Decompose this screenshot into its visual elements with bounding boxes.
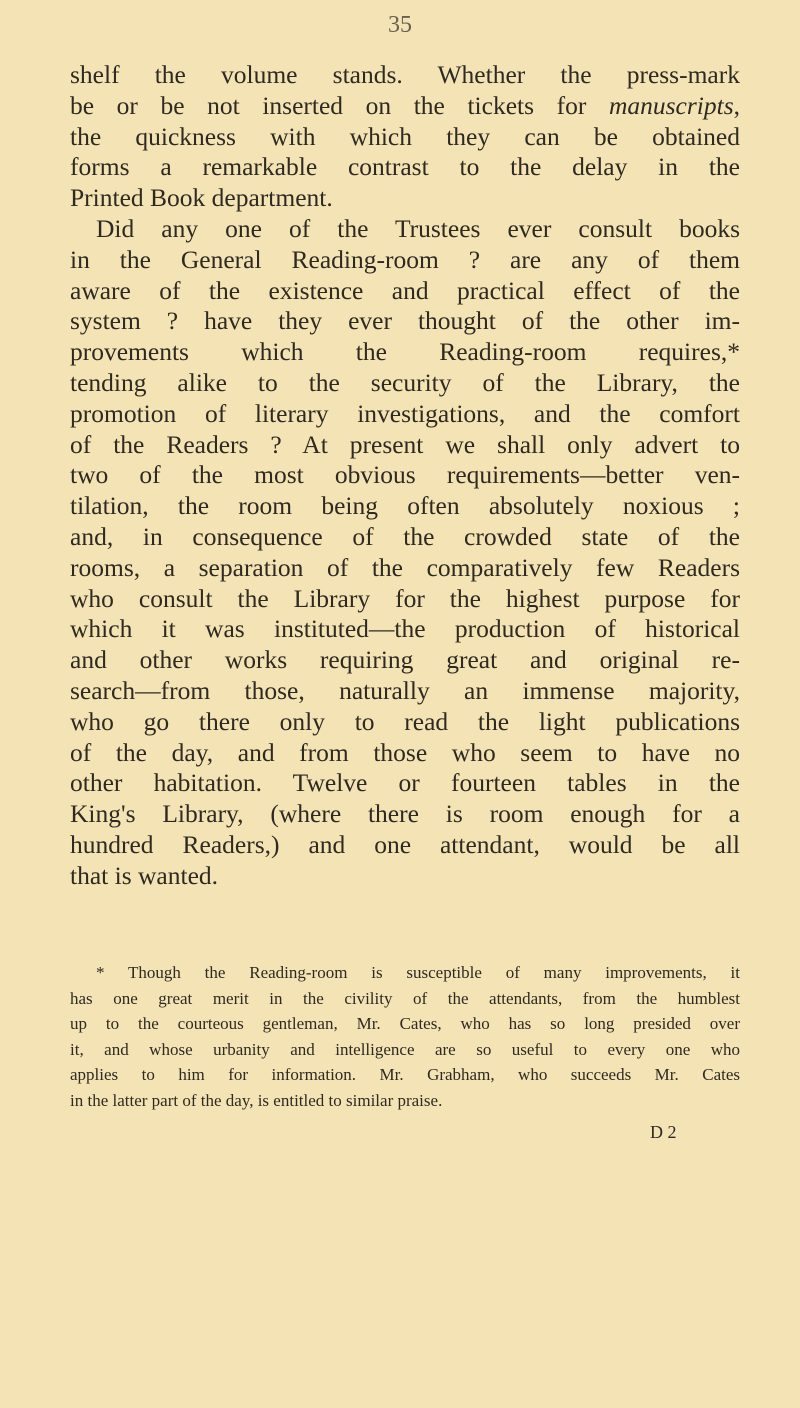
text-line: who consult the Library for the highest purpose for [70, 583, 740, 613]
footnote-line: applies to him for information. Mr. Grabham, who succeeds Mr. Cates [70, 1065, 740, 1085]
text-line: provements which the Reading-room requires,* [70, 337, 740, 367]
text-line: and other works requiring great and original re- [70, 645, 740, 675]
text-line: system ? have they ever thought of the other im- [70, 306, 740, 336]
signature-mark: D 2 [650, 1122, 677, 1142]
page-number: 35 [388, 12, 412, 38]
text-line: hundred Readers,) and one attendant, would be all [70, 829, 740, 859]
footnote [70, 960, 740, 1114]
footnote-line: it, and whose urbanity and intelligence are so useful to every one who [70, 1039, 740, 1059]
text-line: tilation, the room being often absolutely noxious ; [70, 491, 740, 521]
text-line: the quickness with which they can be obtained [70, 121, 740, 151]
footnote-line: up to the courteous gentleman, Mr. Cates, who has so long presided over [70, 1014, 740, 1034]
text-line: Did any one of the Trustees ever consult books [96, 213, 740, 243]
body-text [70, 60, 740, 892]
text-segment: , [733, 90, 740, 120]
text-line: Printed Book department. [70, 183, 333, 213]
text-line [70, 91, 740, 122]
text-line: which it was instituted—the production of historical [70, 614, 740, 644]
text-line: two of the most obvious requirements—better ven- [70, 460, 740, 490]
text-line: and, in consequence of the crowded state of the [70, 521, 740, 551]
text-line: forms a remarkable contrast to the delay in the [70, 152, 740, 182]
text-line: that is wanted. [70, 860, 219, 890]
footnote-line: * Though the Reading-room is susceptible of many improvements, it [96, 963, 740, 982]
footnote-line: in the latter part of the day, is entitled to similar praise. [70, 1090, 443, 1110]
text-line: other habitation. Twelve or fourteen tables in the [70, 768, 740, 798]
text-line: King's Library, (where there is room enough for a [70, 799, 740, 829]
text-line: of the Readers ? At present we shall only advert to [70, 429, 740, 459]
text-line: who go there only to read the light publications [70, 706, 740, 736]
text-line: promotion of literary investigations, and the comfort [70, 398, 740, 428]
text-segment: be or be not inserted on the tickets for [70, 90, 609, 120]
footnote-line: has one great merit in the civility of the attendants, from the humblest [70, 988, 740, 1008]
italic-word: manuscripts [608, 90, 734, 120]
text-line: aware of the existence and practical effect of the [70, 275, 740, 305]
text-line: of the day, and from those who seem to have no [70, 737, 740, 767]
text-line: search—from those, naturally an immense majority, [70, 675, 740, 705]
text-line: tending alike to the security of the Library, the [70, 367, 740, 397]
text-line: in the General Reading-room ? are any of them [70, 244, 740, 274]
text-line: rooms, a separation of the comparatively few Readers [70, 552, 740, 582]
text-line: shelf the volume stands. Whether the press-mark [70, 60, 740, 89]
